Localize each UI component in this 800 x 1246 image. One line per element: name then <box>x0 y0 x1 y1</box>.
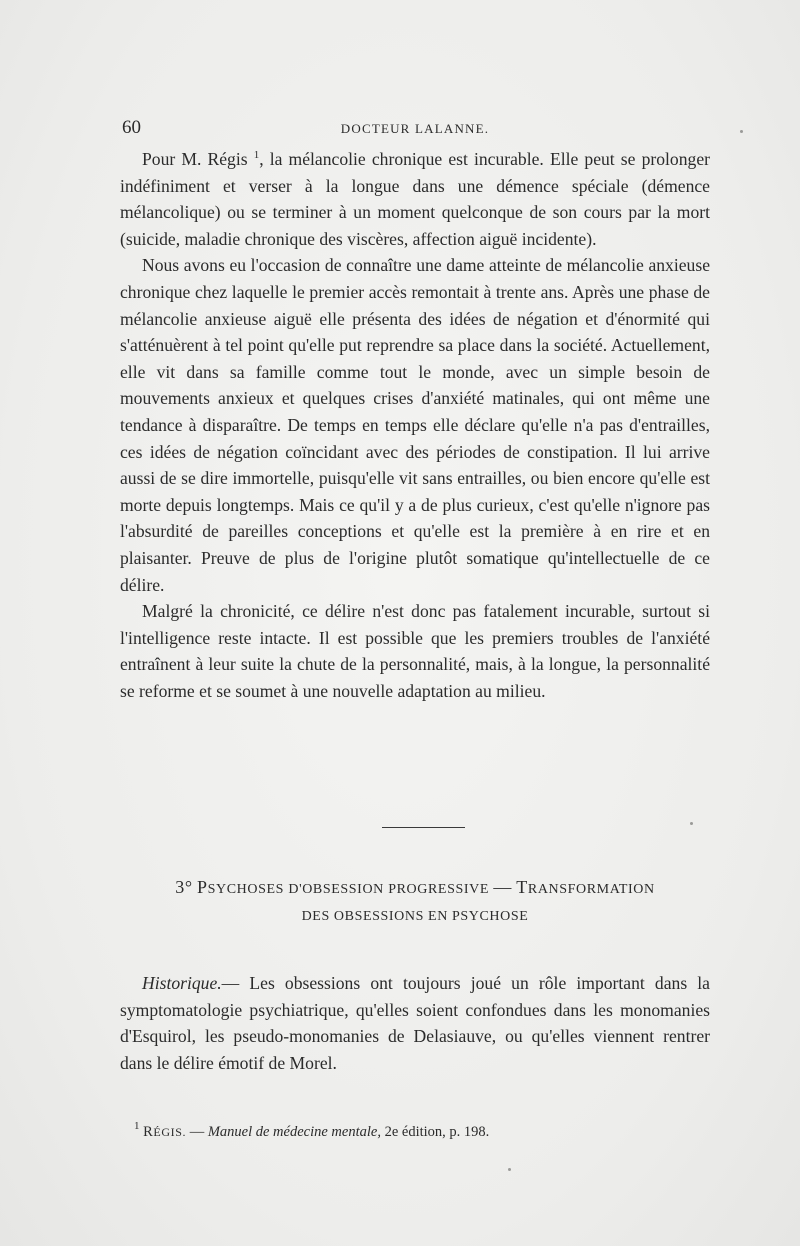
historique-paragraph <box>120 970 710 1076</box>
section-title-line-2: DES OBSESSIONS EN PSYCHOSE <box>301 909 529 924</box>
paragraph-1 <box>120 146 710 252</box>
section-heading <box>120 874 710 930</box>
page-header <box>120 116 710 140</box>
footnote-rest: 2e édition, p. 198. <box>380 1124 490 1140</box>
section-heading-line-1 <box>120 874 710 903</box>
footnote-dash: — <box>186 1124 208 1140</box>
paper-speck <box>508 1168 511 1171</box>
page-number: 60 <box>122 117 141 138</box>
body-text <box>120 146 710 704</box>
section-heading-line-2 <box>120 903 710 930</box>
paragraph-1-start: Pour M. Régis <box>142 149 248 169</box>
paragraph-3: Malgré la chronicité, ce délire n'est donc pas fatalement incurable, surtout si l'intelligence reste intacte. Il est possible que les premiers troubles de l'anxiété entraînent à leur suite la chute de la personnalité, mais, à la longue, la personnalité se reforme et se soumet à une nouvelle adaptation au milieu. <box>120 601 710 701</box>
paragraph-2: Nous avons eu l'occasion de connaître une dame atteinte de mélancolie anxieuse chronique chez laquelle le premier accès remontait à trente ans. Après une phase de mélancolie anxieuse aiguë elle présenta des idées de négation et d'énormité qui s'atténuèrent à tel point qu'elle put reprendre sa place dans la société. Actuellement, elle vit dans sa famille comme tout le monde, avec un simple besoin de mouvements anxieux et quelques crises d'anxiété matinales, qui ont même une tendance à disparaître. De temps en temps elle déclare qu'elle n'a pas d'entrailles, ces idées de négation coïncidant avec des périodes de constipation. Il lui arrive aussi de se dire immortelle, puisqu'elle vit sans entrailles, ou bien encore qu'elle est morte depuis longtemps. Mais ce qu'il y a de plus curieux, c'est qu'elle n'ignore pas l'absurdité de pareilles conceptions et qu'elle est la première à en rire et en plaisanter. Preuve de plus de l'origine plutôt somatique qu'intellectuelle de ce délire. <box>120 255 710 595</box>
footnote-title: Manuel de médecine mentale, <box>207 1124 381 1140</box>
historique-body: — Les obsessions ont toujours joué un rôle important dans la symptomatologie psychiatrique, qu'elles soient confondues dans les monomanies d'Esquirol, les pseudo-monomanies de Delasiauve, ou qu'elles viennent rentrer dans le délire émotif de Morel. <box>120 973 710 1073</box>
paper-speck <box>690 822 693 825</box>
historique-label: Historique. <box>142 973 222 993</box>
paragraph-1-rest: , la mélancolie chronique est incurable. Elle peut se prolonger indéfiniment et verser à la longue dans une démence spéciale (démence mélancolique) ou se terminer à un moment quelconque de son cours par la mort (suicide, maladie chronique des viscères, affection aiguë incidente). <box>120 149 710 249</box>
footnote-ref: 1 <box>253 149 260 161</box>
running-head: DOCTEUR LALANNE. <box>340 121 490 136</box>
section-divider <box>382 827 465 828</box>
paper-speck <box>740 130 743 133</box>
footnote-author: RÉGIS. <box>143 1124 187 1140</box>
footnote <box>134 1122 704 1142</box>
footnote-marker: 1 <box>134 1120 140 1132</box>
section-title-line-1: PSYCHOSES D'OBSESSION PROGRESSIVE — TRANSFORMATION <box>197 877 655 897</box>
historique-text <box>120 970 710 1076</box>
section-number: 3° <box>175 877 193 897</box>
